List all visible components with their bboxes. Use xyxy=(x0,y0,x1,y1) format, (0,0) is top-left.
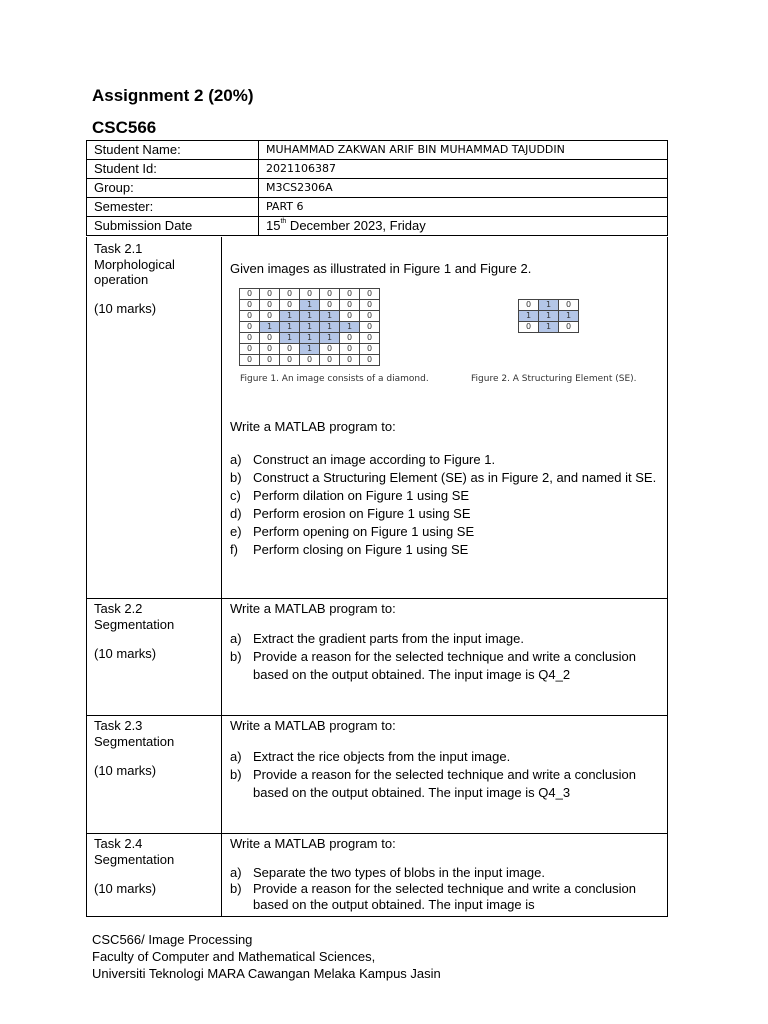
matrix-cell: 0 xyxy=(360,311,380,322)
matrix-cell: 0 xyxy=(360,344,380,355)
page-footer xyxy=(92,931,441,982)
matrix-cell: 0 xyxy=(240,344,260,355)
matrix-cell: 0 xyxy=(320,300,340,311)
task-title: Task 2.3 xyxy=(94,718,143,733)
matrix-cell: 0 xyxy=(260,344,280,355)
footer-line: Universiti Teknologi MARA Cawangan Melaka Kampus Jasin xyxy=(92,966,441,981)
group-label: Group: xyxy=(87,179,259,198)
matrix-cell: 0 xyxy=(260,300,280,311)
list-text: Perform erosion on Figure 1 using SE xyxy=(253,506,471,521)
list-marker: b) xyxy=(230,649,242,664)
matrix-cell: 0 xyxy=(340,333,360,344)
matrix-cell: 0 xyxy=(280,300,300,311)
matrix-cell: 0 xyxy=(320,355,340,366)
matrix-cell: 0 xyxy=(360,355,380,366)
list-item xyxy=(230,766,660,802)
task-subtitle: Morphological operation xyxy=(94,256,175,287)
matrix-cell: 1 xyxy=(320,311,340,322)
matrix-cell: 0 xyxy=(340,355,360,366)
student-name-label: Student Name: xyxy=(87,141,259,160)
task-prompt: Write a MATLAB program to: xyxy=(230,718,396,733)
list-marker: b) xyxy=(230,470,242,485)
list-item xyxy=(230,505,660,523)
matrix-row xyxy=(519,322,579,333)
list-item xyxy=(230,881,660,914)
footer-line: Faculty of Computer and Mathematical Sciences, xyxy=(92,949,376,964)
table-row xyxy=(87,217,668,236)
list-marker: a) xyxy=(230,452,242,467)
matrix-cell: 0 xyxy=(519,300,539,311)
matrix-cell: 1 xyxy=(260,322,280,333)
list-item xyxy=(230,865,660,881)
matrix-cell: 0 xyxy=(519,322,539,333)
matrix-cell: 0 xyxy=(260,333,280,344)
task-marks: (10 marks) xyxy=(94,763,157,778)
student-name-value: MUHAMMAD ZAKWAN ARIF BIN MUHAMMAD TAJUDDIN xyxy=(259,141,668,160)
task-2-3-label xyxy=(94,718,214,749)
list-item xyxy=(230,630,660,648)
list-marker: a) xyxy=(230,865,242,880)
matrix-cell: 1 xyxy=(300,333,320,344)
matrix-cell: 1 xyxy=(519,311,539,322)
matrix-row xyxy=(240,322,380,333)
task-subtitle: Segmentation xyxy=(94,616,175,632)
list-text: Provide a reason for the selected technique and write a conclusion based on the output obtained. The input image is xyxy=(253,880,637,912)
list-marker: f) xyxy=(230,542,238,557)
matrix-row xyxy=(240,355,380,366)
task-title: Task 2.4 xyxy=(94,836,143,851)
list-item xyxy=(230,648,660,684)
task-intro: Given images as illustrated in Figure 1 and Figure 2. xyxy=(230,261,532,276)
student-info-table xyxy=(86,140,668,236)
task-marks: (10 marks) xyxy=(94,646,157,661)
matrix-cell: 0 xyxy=(240,355,260,366)
list-marker: d) xyxy=(230,506,242,521)
table-row xyxy=(87,179,668,198)
list-item xyxy=(230,487,660,505)
matrix-row xyxy=(240,311,380,322)
matrix-cell: 0 xyxy=(300,289,320,300)
list-marker: e) xyxy=(230,524,242,539)
list-text: Provide a reason for the selected technique and write a conclusion based on the output obtained. The input image is Q4_2 xyxy=(253,649,637,682)
semester-value: PART 6 xyxy=(259,198,668,217)
matrix-cell: 1 xyxy=(539,311,559,322)
matrix-cell: 1 xyxy=(340,322,360,333)
matrix-cell: 1 xyxy=(300,322,320,333)
list-text: Provide a reason for the selected technique and write a conclusion based on the output obtained. The input image is Q4_3 xyxy=(253,767,637,800)
table-row xyxy=(87,160,668,179)
matrix-cell: 0 xyxy=(360,300,380,311)
row-divider xyxy=(87,715,667,716)
list-text: Construct a Structuring Element (SE) as in Figure 2, and named it SE. xyxy=(253,470,657,485)
list-text: Perform opening on Figure 1 using SE xyxy=(253,524,475,539)
matrix-cell: 0 xyxy=(360,333,380,344)
task-2-3-list xyxy=(230,748,660,802)
submission-day: 15 xyxy=(266,218,281,233)
list-marker: a) xyxy=(230,749,242,764)
table-row xyxy=(87,141,668,160)
list-item xyxy=(230,451,660,469)
column-divider xyxy=(221,237,222,916)
figure-1-matrix xyxy=(239,288,380,366)
task-2-4-list xyxy=(230,865,660,914)
list-item xyxy=(230,523,660,541)
submission-date-rest: December 2023, Friday xyxy=(286,218,426,233)
row-divider xyxy=(87,598,667,599)
student-id-value: 2021106387 xyxy=(259,160,668,179)
matrix-cell: 0 xyxy=(340,344,360,355)
matrix-cell: 0 xyxy=(280,355,300,366)
matrix-cell: 0 xyxy=(360,289,380,300)
semester-label: Semester: xyxy=(87,198,259,217)
list-text: Separate the two types of blobs in the input image. xyxy=(253,865,545,880)
task-subtitle: Segmentation xyxy=(94,851,175,867)
matrix-cell: 1 xyxy=(300,311,320,322)
task-marks: (10 marks) xyxy=(94,301,157,316)
course-code: CSC566 xyxy=(92,118,157,137)
list-text: Extract the rice objects from the input image. xyxy=(253,749,511,764)
matrix-cell: 1 xyxy=(320,333,340,344)
list-marker: b) xyxy=(230,880,242,896)
task-2-4-label xyxy=(94,836,214,867)
task-prompt: Write a MATLAB program to: xyxy=(230,419,396,434)
task-prompt: Write a MATLAB program to: xyxy=(230,601,396,616)
matrix-cell: 0 xyxy=(280,344,300,355)
group-value: M3CS2306A xyxy=(259,179,668,198)
matrix-row xyxy=(240,300,380,311)
page-title: Assignment 2 (20%) xyxy=(92,86,254,105)
matrix-cell: 0 xyxy=(320,289,340,300)
row-divider xyxy=(87,833,667,834)
matrix-cell: 1 xyxy=(559,311,579,322)
task-2-1-list xyxy=(230,451,660,559)
task-subtitle: Segmentation xyxy=(94,733,175,749)
matrix-cell: 1 xyxy=(539,322,559,333)
list-item xyxy=(230,748,660,766)
figure-1-caption: Figure 1. An image consists of a diamond. xyxy=(240,374,429,384)
matrix-cell: 1 xyxy=(280,322,300,333)
task-title: Task 2.1 xyxy=(94,241,143,256)
student-id-label: Student Id: xyxy=(87,160,259,179)
matrix-cell: 0 xyxy=(559,300,579,311)
matrix-cell: 0 xyxy=(280,289,300,300)
figure-2-caption: Figure 2. A Structuring Element (SE). xyxy=(471,374,637,384)
matrix-cell: 1 xyxy=(300,344,320,355)
matrix-row xyxy=(519,311,579,322)
matrix-cell: 0 xyxy=(340,289,360,300)
matrix-cell: 1 xyxy=(300,300,320,311)
list-text: Construct an image according to Figure 1. xyxy=(253,452,496,467)
submission-date-value xyxy=(259,217,668,236)
list-item xyxy=(230,469,660,487)
submission-day-suffix: th xyxy=(280,218,287,225)
matrix-cell: 1 xyxy=(280,333,300,344)
list-marker: b) xyxy=(230,767,242,782)
footer-line: CSC566/ Image Processing xyxy=(92,932,253,947)
list-text: Perform dilation on Figure 1 using SE xyxy=(253,488,470,503)
submission-date-label: Submission Date xyxy=(87,217,259,236)
matrix-cell: 0 xyxy=(320,344,340,355)
task-prompt: Write a MATLAB program to: xyxy=(230,836,396,851)
matrix-cell: 0 xyxy=(340,300,360,311)
task-2-2-label xyxy=(94,601,214,632)
list-marker: c) xyxy=(230,488,241,503)
matrix-cell: 0 xyxy=(240,311,260,322)
list-marker: a) xyxy=(230,631,242,646)
matrix-cell: 0 xyxy=(260,311,280,322)
matrix-cell: 0 xyxy=(360,322,380,333)
matrix-cell: 0 xyxy=(340,311,360,322)
matrix-cell: 1 xyxy=(320,322,340,333)
matrix-cell: 0 xyxy=(559,322,579,333)
matrix-row xyxy=(519,300,579,311)
list-item xyxy=(230,541,660,559)
task-title: Task 2.2 xyxy=(94,601,143,616)
matrix-cell: 0 xyxy=(260,355,280,366)
table-row xyxy=(87,198,668,217)
list-text: Perform closing on Figure 1 using SE xyxy=(253,542,469,557)
task-marks: (10 marks) xyxy=(94,881,157,896)
matrix-cell: 1 xyxy=(539,300,559,311)
matrix-cell: 0 xyxy=(240,333,260,344)
matrix-cell: 0 xyxy=(240,289,260,300)
matrix-cell: 0 xyxy=(240,300,260,311)
matrix-row xyxy=(240,344,380,355)
matrix-cell: 1 xyxy=(280,311,300,322)
matrix-cell: 0 xyxy=(300,355,320,366)
task-2-2-list xyxy=(230,630,660,684)
task-2-1-label xyxy=(94,241,214,288)
matrix-cell: 0 xyxy=(240,322,260,333)
list-text: Extract the gradient parts from the input image. xyxy=(253,631,524,646)
tasks-table xyxy=(86,237,668,917)
matrix-row xyxy=(240,289,380,300)
figure-2-matrix xyxy=(518,299,579,333)
matrix-cell: 0 xyxy=(260,289,280,300)
matrix-row xyxy=(240,333,380,344)
